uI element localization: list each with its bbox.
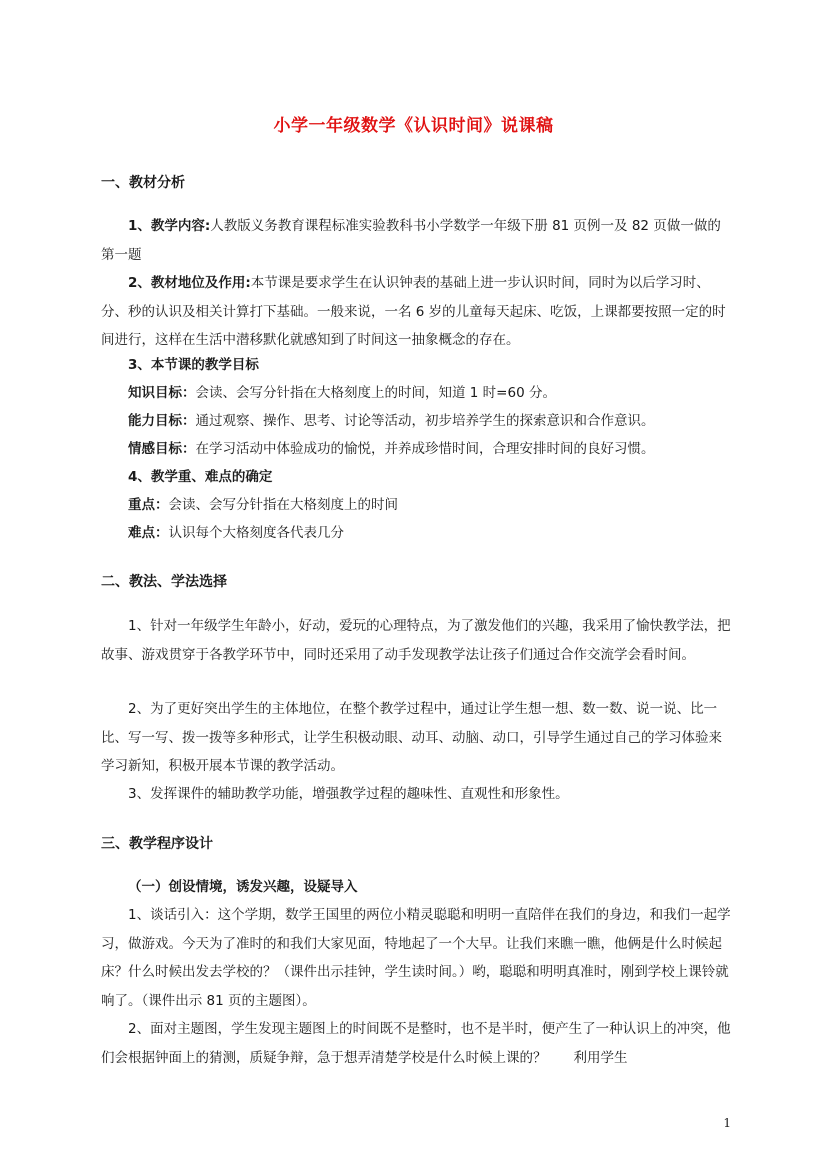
- paragraph-method-2: 2、为了更好突出学生的主体地位，在整个教学过程中，通过让学生想一想、数一数、说一说、比一比、写一写、拨一拨等多种形式，让学生积极动眼、动耳、动脑、动口，引导学生通过自己的学习体验来学习新知，积极开展本节课的教学活动。: [101, 701, 722, 775]
- paragraph-procedure-1: 1、谈话引入：这个学期，数学王国里的两位小精灵聪聪和明明一直陪伴在我们的身边，和我们一起学习，做游戏。今天为了准时的和我们大家见面，特地起了一个大早。让我们来瞧一瞧，他俩是什么时候起床？什么时候出发去学校的？（课件出示挂钟，学生读时间。）哟，聪聪和明明真准时，刚到学校上课铃就响了。（课件出示 81 页的主题图）。: [101, 907, 731, 1010]
- label-key-point: 重点：: [128, 497, 169, 513]
- heading-key-points: 4、教学重、难点的确定: [128, 469, 273, 485]
- page-number: 1: [723, 1116, 731, 1130]
- text-goal-emotion: 在学习活动中体验成功的愉悦，并养成珍惜时间，合理安排时间的良好习惯。: [195, 441, 655, 457]
- key-point: [128, 491, 731, 520]
- label-goal-emotion: 情感目标：: [128, 441, 196, 457]
- label-difficult-point: 难点：: [128, 525, 169, 541]
- goal-knowledge: [128, 379, 731, 408]
- text-difficult-point: 认识每个大格刻度各代表几分: [168, 525, 344, 541]
- difficult-point: [128, 519, 731, 548]
- label-goal-ability: 能力目标：: [128, 413, 196, 429]
- section-heading-2: 二、教法、学法选择: [101, 574, 227, 590]
- text-key-point: 会读、会写分针指在大格刻度上的时间: [168, 497, 398, 513]
- text-teaching-content: 人教版义务教育课程标准实验教科书小学数学一年级下册 81 页例一及 82 页做一做的第一题: [101, 218, 721, 263]
- paragraph-procedure-2: 2、面对主题图，学生发现主题图上的时间既不是整时，也不是半时，便产生了一种认识上的冲突，他们会根据钟面上的猜测，质疑争辩，急于想弄清楚学校是什么时候上课的？ 利用学生: [101, 1021, 731, 1066]
- paragraph-material-role: [101, 269, 731, 355]
- label-teaching-content: 1、教学内容:: [128, 218, 211, 234]
- document-title: 小学一年级数学《认识时间》说课稿: [273, 116, 554, 136]
- label-material-role: 2、教材地位及作用:: [128, 275, 251, 291]
- section-heading-3: 三、教学程序设计: [101, 836, 213, 852]
- paragraph-method-1: 1、针对一年级学生年龄小，好动，爱玩的心理特点，为了激发他们的兴趣，我采用了愉快教学法，把故事、游戏贯穿于各教学环节中，同时还采用了动手发现教学法让孩子们通过合作交流学会看时间。: [101, 618, 731, 663]
- label-goal-knowledge: 知识目标：: [128, 385, 196, 401]
- subheading-intro: （一）创设情境，诱发兴趣，设疑导入: [128, 879, 358, 895]
- goal-ability: [128, 407, 731, 436]
- text-goal-ability: 通过观察、操作、思考、讨论等活动，初步培养学生的探索意识和合作意识。: [195, 413, 655, 429]
- paragraph-method-3: 3、发挥课件的辅助教学功能，增强教学过程的趣味性、直观性和形象性。: [128, 786, 569, 802]
- goal-emotion: [128, 435, 731, 464]
- section-heading-1: 一、教材分析: [101, 175, 185, 191]
- text-material-role: 本节课是要求学生在认识钟表的基础上进一步认识时间，同时为以后学习时、分、秒的认识及相关计算打下基础。一般来说，一名 6 岁的儿童每天起床、吃饭，上课都要按照一定的时间进行，这样在生活中潜移默化就感知到了时间这一抽象概念的存在。: [101, 275, 726, 349]
- text-goal-knowledge: 会读、会写分针指在大格刻度上的时间，知道 1 时=60 分。: [195, 385, 556, 401]
- paragraph-teaching-content: [101, 212, 731, 269]
- heading-teaching-goals: 3、本节课的教学目标: [128, 357, 259, 373]
